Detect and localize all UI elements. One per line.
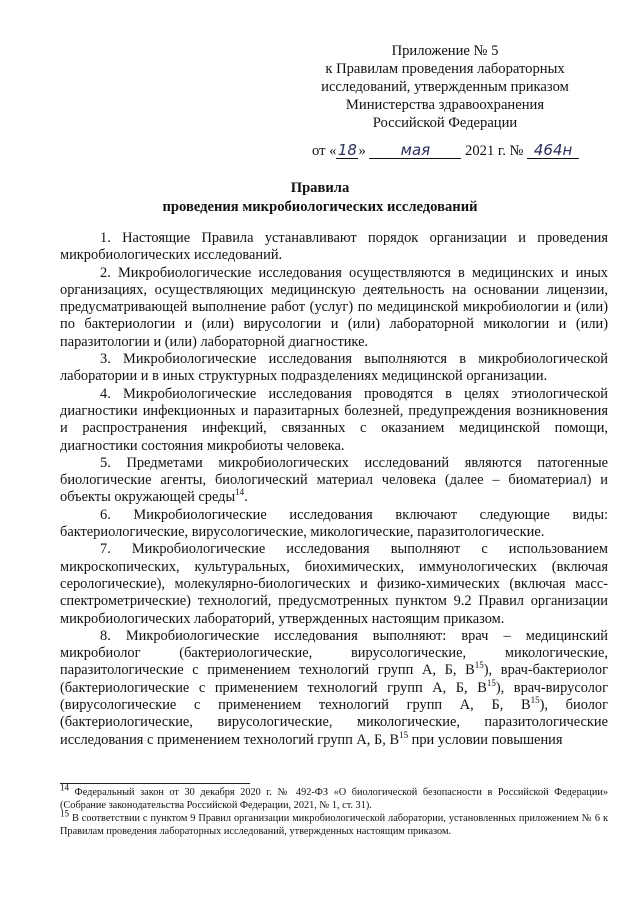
footnote-ref-15: 15 [474,660,484,671]
handwritten-order-number: 464н [527,143,579,159]
paragraph-4: 4. Микробиологические исследования проводятся в целях этиологической диагностики инфекционных и паразитарных болезней, предупреждения возникновения и распространения инфекций, связанных с оказанием медицинской помощи, диагностики состояния микробиоты человека. [60,385,608,454]
paragraph-2: 2. Микробиологические исследования осуществляются в медицинских и иных организациях, осуществляющих медицинскую деятельность на основании лицензии, предусматривающей выполнение работ (услуг) по медицинской микробиологии и (или) по бактериологии и (или) вирусологии и (или) лабораторной микологии и (или) паразитологии и (или) лабораторной диагностике. [60,264,608,350]
footnote-ref-14: 14 [235,487,245,498]
footnotes [60,782,608,839]
date-prefix: от « [312,143,337,159]
footnote-mark: 15 [60,808,69,819]
appendix-line-2: к Правилам проведения лабораторных [325,61,565,77]
paragraph-7: 7. Микробиологические исследования выполняют с использованием микроскопических, культуральных, биохимических, иммунологических (включая серологические), молекулярно-биологических и физико-химических (включая масс-спектрометрические) технологий, предусмотренных пунктом 9.2 Правил организации микробиологических лабораторий, утвержденных настоящим приказом. [60,541,608,627]
footnote-divider [60,783,250,784]
paragraph-1: 1. Настоящие Правила устанавливают порядок организации и проведения микробиологических исследований. [60,230,608,264]
date-day-close: » [358,143,366,159]
footnote-ref-15: 15 [530,695,540,706]
footnote-mark: 14 [60,782,69,793]
appendix-line-4: Министерства здравоохранения [345,97,545,113]
footnote-15: $^{15}$ В соответствии с пунктом 9 Правил организации микробиологической лаборатории, установленных приложением № 6 к Правилам проведения лабораторных исследований, утвержденных настоящим приказом. [60,808,608,837]
appendix-header [300,42,590,132]
document-body [60,230,608,749]
appendix-line-3: исследований, утвержденным приказом [321,79,569,95]
appendix-line-5: Российской Федерации [372,115,518,131]
appendix-number: Приложение № 5 [391,43,499,59]
footnote-ref-15: 15 [399,729,409,740]
order-date-line [312,142,579,160]
date-year-text: 2021 г. № [465,143,524,159]
paragraph-8: 8. Микробиологические исследования выполняют: врач – медицинский микробиолог (бактериологические, вирусологические, микологические, паразитологические с применением технологий групп А, Б, $В^{15}$), врач-бактериолог (бактериологические с применением технологий групп А, Б, $В^{15}$), врач-вирусолог (вирусологические с применением технологий групп А, Б, $В^{15}$), биолог (бактериологические, вирусологические, микологические, паразитологические исследования с применением технологий групп А, Б, $В^{15}$ при условии повышения [60,627,609,748]
footnote-ref-15: 15 [486,677,496,688]
handwritten-day: 18 [337,141,357,159]
paragraph-3: 3. Микробиологические исследования выполняются в микробиологической лаборатории и в иных структурных подразделениях медицинской организации. [60,351,608,385]
footnote-14: $^{14}$ Федеральный закон от 30 декабря 2020 г. № 492-ФЗ «О биологической безопасности в Российской Федерации» (Собрание законодательства Российской Федерации, 2021, № 1, ст. 31). [60,782,608,811]
document-subtitle: проведения микробиологических исследований [162,199,478,215]
paragraph-5: 5. Предметами микробиологических исследований являются патогенные биологические агенты, биологический материал человека (далее – биоматериал) и объекты окружающей среды$^{14}$. [60,454,608,506]
paragraph-6: 6. Микробиологические исследования включают следующие виды: бактериологические, вирусологические, микологические, паразитологические. [60,506,608,541]
document-title: Правила [290,180,350,196]
handwritten-month: мая [369,143,461,159]
